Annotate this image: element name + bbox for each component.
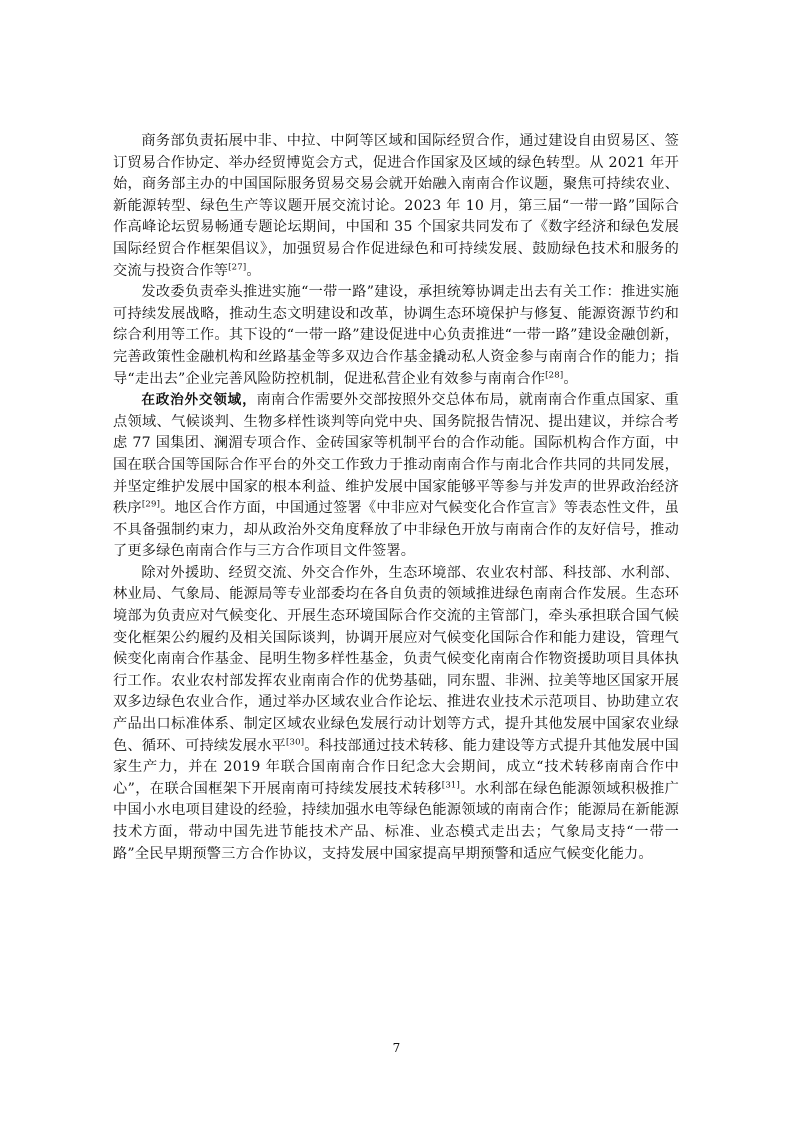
citation-ref: [28] — [545, 369, 564, 380]
document-body — [113, 131, 679, 865]
paragraph-tail: 。科技部通过技术转移、能力建设等方式提升其他发展中国家生产力，并在 2019 年联合国南南合作日纪念大会期间，成立“技术转移南南合作中心”，在联合国框架下开展南南可持续发展技术转移 — [113, 737, 680, 797]
citation-ref: [27] — [228, 261, 247, 272]
paragraph-text: 南南合作需要外交部按照外交总体布局，就南南合作重点国家、重点领域、气候谈判、生物多样性谈判等向党中央、国务院报告情况、提出建议，并综合考虑 77 国集团、澜湄专项合作、金砖国家等机制平台的合作动能。国际机构合作方面，中国在联合国等国际合作平台的外交工作致力于推动南南合作与南北合作共同的共同发展，并坚定维护发展中国家的根本利益、维护发展中国家能够平等参与并发声的世界政治经济秩序 — [113, 392, 679, 517]
paragraph-tail: 。 — [563, 370, 578, 387]
paragraph-ministries — [113, 563, 679, 865]
paragraph-text: 商务部负责拓展中非、中拉、中阿等区域和国际经贸合作，通过建设自由贸易区、签订贸易合作协定、举办经贸博览会方式，促进合作国家及区域的绿色转型。从 2021 年开始，商务部主办的中国国际服务贸易交易会就开始融入南南合作议题，聚焦可持续农业、新能源转型、绿色生产等议题开展交流讨论。2023 年 10 月，第三届“一带一路”国际合作高峰论坛贸易畅通专题论坛期间，中国和 35 个国家共同发布了《数字经济和绿色发展国际经贸合作框架倡议》，加强贸易合作促进绿色和可持续发展、鼓励绿色技术和服务的交流与投资合作等 — [113, 133, 679, 279]
citation-ref: [30] — [285, 736, 305, 747]
paragraph-text: 发改委负责牵头推进实施“一带一路”建设，承担统筹协调走出去有关工作：推进实施可持续发展战略，推动生态文明建设和改革，协调生态环境保护与修复、能源资源节约和综合利用等工作。其下设的“一带一路”建设促进中心负责推进“一带一路”建设金融创新，完善政策性金融机构和丝路基金等多双边合作基金撬动私人资金参与南南合作的能力；指导“走出去”企业完善风险防控机制，促进私营企业有效参与南南合作 — [113, 284, 679, 387]
paragraph-commerce — [113, 131, 679, 282]
paragraph-tail: 。 — [246, 262, 261, 279]
paragraph-ndrc — [113, 282, 679, 390]
paragraph-tail: 。水利部在绿色能源领域积极推广中国小水电项目建设的经验，持续加强水电等绿色能源领域的南南合作；能源局在新能源技术方面，带动中国先进节能技术产品、标准、业态模式走出去；气象局支持“一带一路”全民早期预警三方合作协议，支持发展中国家提高早期预警和适应气候变化能力。 — [113, 780, 679, 862]
paragraph-lead-heading: 在政治外交领域， — [141, 392, 257, 409]
paragraph-diplomacy — [113, 390, 679, 563]
citation-ref: [31] — [441, 780, 461, 791]
citation-ref: [29] — [141, 499, 161, 510]
paragraph-text: 除对外援助、经贸交流、外交合作外，生态环境部、农业农村部、科技部、水利部、林业局、气象局、能源局等专业部委均在各自负责的领域推进绿色南南合作发展。生态环境部为负责应对气候变化、开展生态环境国际合作交流的主管部门，牵头承担联合国气候变化框架公约履约及相关国际谈判，协调开展应对气候变化国际合作和能力建设，管理气候变化南南合作基金、昆明生物多样性基金，负责气候变化南南合作物资援助项目具体执行工作。农业农村部发挥农业南南合作的优势基础，同东盟、非洲、拉美等地区国家开展双多边绿色农业合作，通过举办区域农业合作论坛、推进农业技术示范项目、协助建立农产品出口标准体系、制定区域农业绿色发展行动计划等方式，提升其他发展中国家农业绿色、循环、可持续发展水平 — [113, 564, 679, 754]
paragraph-tail: 。地区合作方面，中国通过签署《中非应对气候变化合作宣言》等表态性文件，虽不具备强制约束力，却从政治外交角度释放了中非绿色开放与南南合作的友好信号，推动了更多绿色南南合作与三方合作项目文件签署。 — [113, 500, 680, 560]
page-number: 7 — [392, 1041, 401, 1055]
